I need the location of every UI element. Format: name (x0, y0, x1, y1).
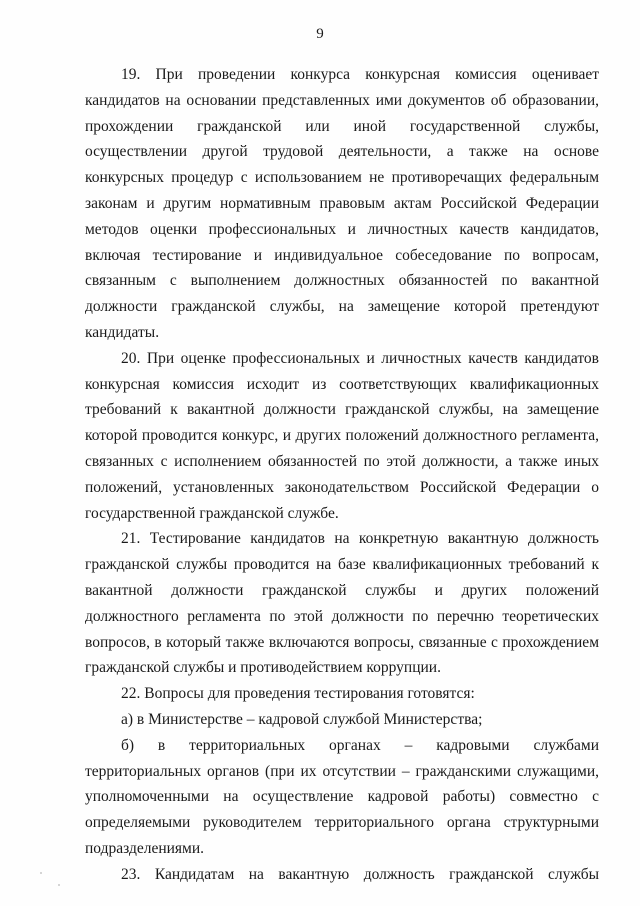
paragraph-19: 19. При проведении конкурса конкурсная комиссия оценивает кандидатов на основании представленных ими документов об образовании, прохождении гражданской или иной государственной службы, осуществлении другой трудовой деятельности, а также на основе конкурсных процедур с использованием не противоречащих федеральным законам и другим нормативным правовым актам Российской Федерации методов оценки профессиональных и личностных качеств кандидатов, включая тестирование и индивидуальное собеседование по вопросам, связанным с выполнением должностных обязанностей по вакантной должности гражданской службы, на замещение которой претендуют кандидаты. (85, 66, 599, 341)
paragraph-22-item-b: б) в территориальных органах – кадровыми службами территориальных органов (при их отсутствии – гражданскими служащими, уполномоченными на осуществление кадровой работы) совместно с определяемыми руководителем территориального органа структурными подразделениями. (85, 736, 599, 857)
paragraph-22-item-a: а) в Министерстве – кадровой службой Министерства; (121, 710, 483, 728)
page-number: 9 (316, 26, 324, 42)
paragraph-23: 23. Кандидатам на вакантную должность гражданской службы (121, 865, 599, 883)
paragraph-20: 20. При оценке профессиональных и личностных качеств кандидатов конкурсная комиссия исходит из соответствующих квалификационных требований к вакантной должности гражданской службы, на замещение которой проводится конкурс, и других положений должностного регламента, связанных с исполнением обязанностей по этой должности, а также иных положений, установленных законодательством Российской Федерации о государственной гражданской службе. (85, 349, 599, 522)
paragraph-21: 21. Тестирование кандидатов на конкретную вакантную должность гражданской службы проводится на базе квалификационных требований к вакантной должности гражданской службы и других положений должностного регламента по этой должности по перечню теоретических вопросов, в который также включаются вопросы, связанные с прохождением гражданской службы и противодействием коррупции. (85, 530, 599, 677)
scan-artifact (58, 884, 60, 886)
document-body (85, 62, 599, 888)
paragraph-22: 22. Вопросы для проведения тестирования готовятся: (121, 685, 475, 703)
scan-artifact (40, 872, 42, 874)
